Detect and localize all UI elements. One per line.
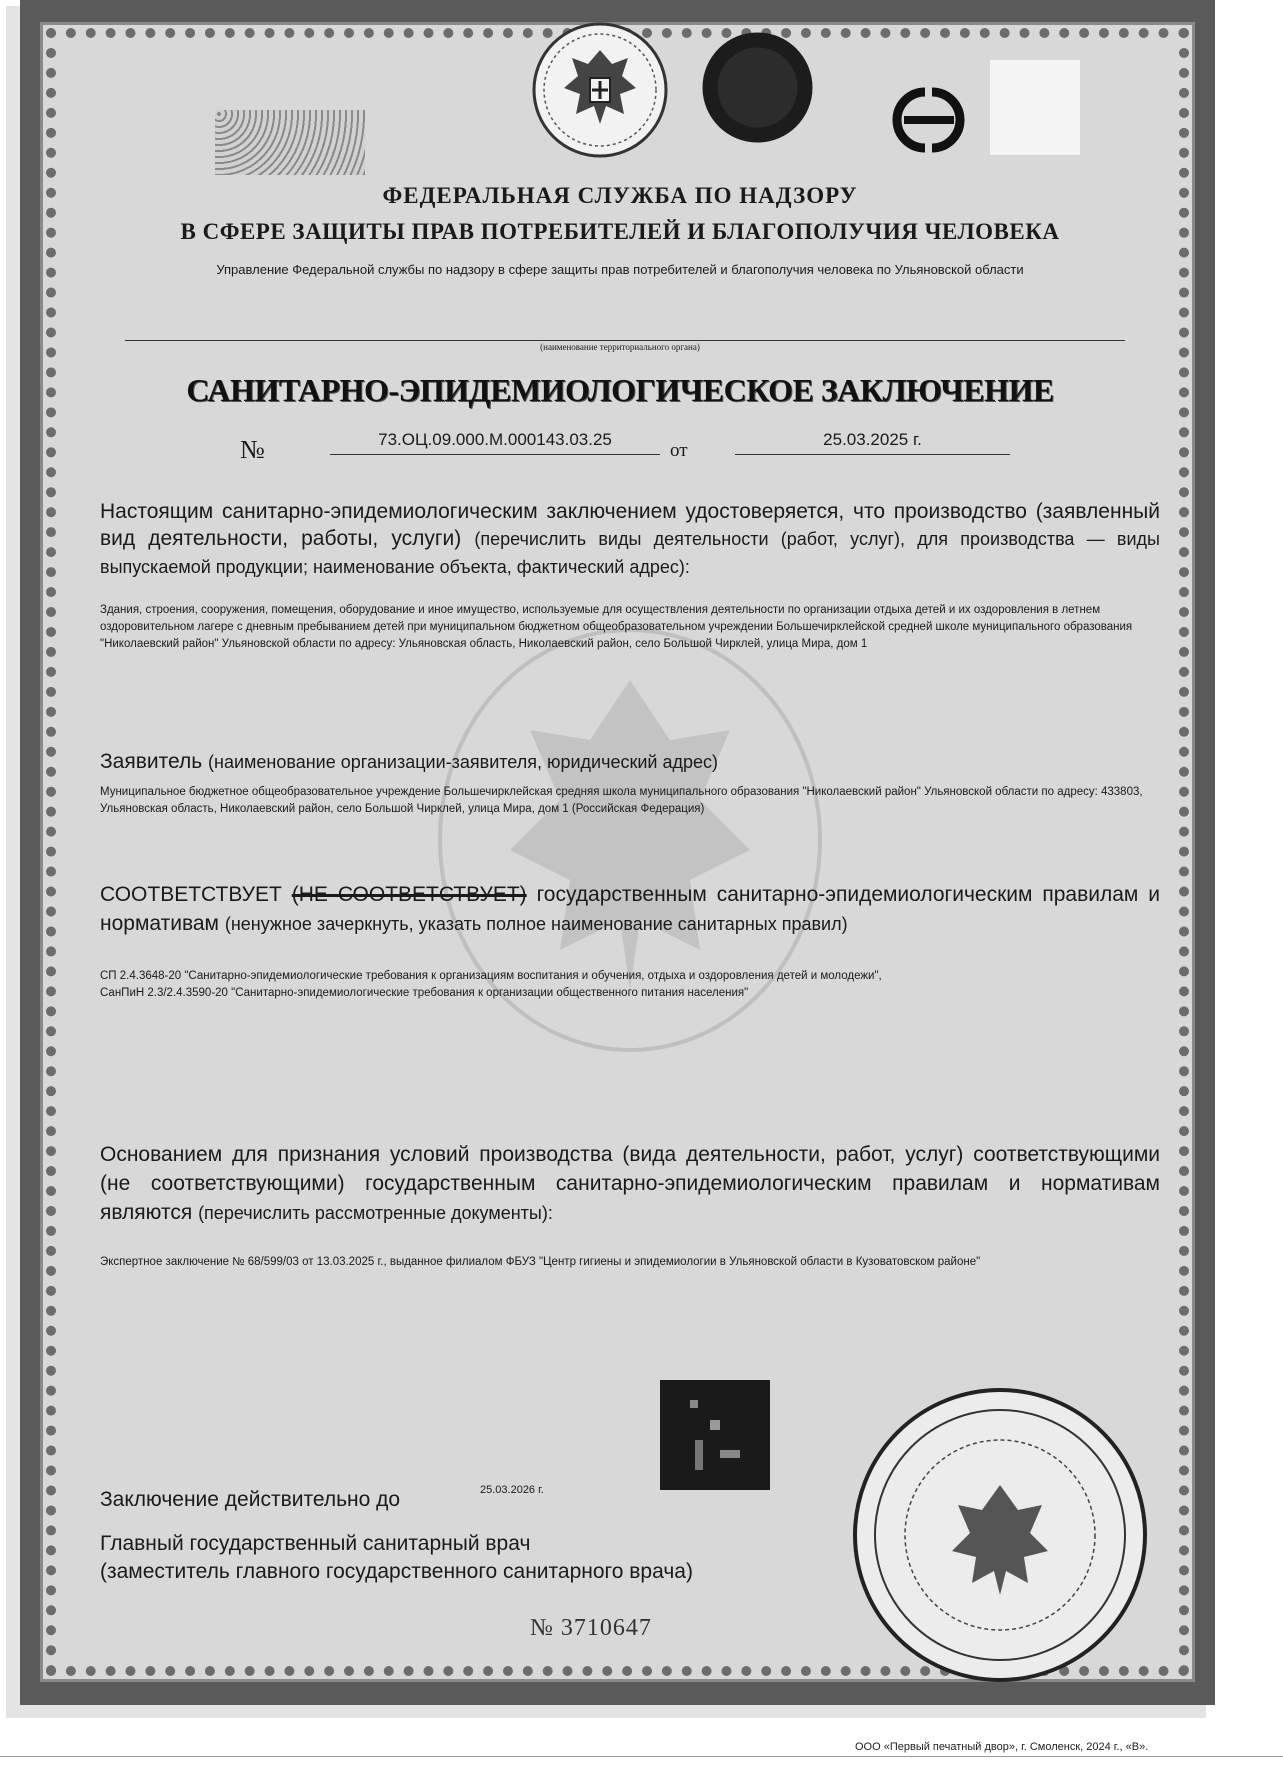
hologram-qr-sticker-icon [660, 1380, 770, 1490]
date-prefix: от [670, 440, 688, 461]
compliance-struck: (НЕ СООТВЕТСТВУЕТ) [291, 883, 527, 906]
se-logo-icon [870, 80, 990, 160]
compliance-rules [100, 968, 1160, 1002]
rule-sanpin: СанПиН 2.3/2.4.3590-20 "Санитарно-эпидемиологические требования к организации общественного питания населения" [100, 987, 749, 999]
printer-imprint: ООО «Первый печатный двор», г. Смоленск, 2024 г., «В». [855, 1741, 1149, 1753]
territorial-branch: Управление Федеральной службы по надзору в сфере защиты прав потребителей и благополучия человека по Ульяновской области [216, 262, 1024, 277]
valid-until-date: 25.03.2026 г. [480, 1484, 544, 1496]
compliance-block [100, 880, 1160, 939]
basis-heading: Основанием для признания условий производства (вида деятельности, работ, услуг) соответствующими (не соответствующими) государственным санитарно-эпидемиологическим правилам и нормативам являются [100, 1143, 1160, 1224]
bottom-divider [0, 1756, 1283, 1757]
compliance-word: СООТВЕТСТВУЕТ [100, 883, 282, 906]
document-date: 25.03.2025 г. [735, 430, 1010, 455]
certify-heading: Настоящим санитарно-эпидемиологическим заключением удостоверяется, что производство (заявленный вид деятельности, работы, услуги) [100, 500, 1160, 550]
territorial-caption: (наименование территориального органа) [540, 342, 700, 352]
agency-title-line1: ФЕДЕРАЛЬНАЯ СЛУЖБА ПО НАДЗОРУ [382, 183, 858, 208]
blank-patch [990, 60, 1080, 155]
applicant-value: Муниципальное бюджетное общеобразовательное учреждение Большечирклейская средняя школа муниципального образования "Николаевский район" Ульяновской области по адресу: 433803, Ульяновская область, Николаевский район, село Большой Чирклей, улица Мира, дом 1 (Российская Федерация) [100, 786, 1143, 815]
document-number: 73.ОЦ.09.000.М.000143.03.25 [330, 430, 660, 455]
compliance-rest: государственным санитарно-эпидемиологическим правилам и нормативам [100, 883, 1160, 935]
rule-sp: СП 2.4.3648-20 "Санитарно-эпидемиологические требования к организациям воспитания и обучения, отдыха и оздоровления детей и молодежи", [100, 970, 882, 982]
compliance-note: (ненужное зачеркнуть, указать полное наименование санитарных правил) [224, 914, 848, 934]
document-title: САНИТАРНО-ЭПИДЕМИОЛОГИЧЕСКОЕ ЗАКЛЮЧЕНИЕ [186, 372, 1054, 408]
basis-value: Экспертное заключение № 68/599/03 от 13.03.2025 г., выданное филиалом ФБУЗ "Центр гигиены и эпидемиологии в Ульяновской области в Кузоватовском районе" [100, 1256, 981, 1268]
agency-title-line2: В СФЕРЕ ЗАЩИТЫ ПРАВ ПОТРЕБИТЕЛЕЙ И БЛАГОПОЛУЧИЯ ЧЕЛОВЕКА [180, 219, 1060, 244]
applicant-heading-note: (наименование организации-заявителя, юридический адрес) [208, 752, 718, 772]
certify-heading-note: (перечислить виды деятельности (работ, услуг), для производства — виды выпускаемой продукции; наименование объекта, фактический адрес): [100, 529, 1160, 577]
certify-heading-block [100, 498, 1160, 581]
applicant-heading: Заявитель [100, 750, 203, 773]
official-round-stamp-icon [850, 1385, 1150, 1685]
chief-doctor-title: Главный государственный санитарный врач [100, 1532, 531, 1555]
certificate-content [60, 0, 1180, 1700]
certify-value: Здания, строения, сооружения, помещения, оборудование и иное имущество, используемые для осуществления деятельности по организации отдыха детей и их оздоровления в летнем оздоровительном лагере с дневным пребыванием детей при муниципальном бюджетном общеобразовательном учреждении Большечирклейской средней школе муниципального образования "Николаевский район" Ульяновской области по адресу: Ульяновская область, Николаевский район, село Большой Чирклей, улица Мира, дом 1 [100, 604, 1133, 650]
basis-heading-note: (перечислить рассмотренные документы): [198, 1203, 553, 1223]
valid-until-label: Заключение действительно до [100, 1488, 401, 1511]
hologram-seal-icon [700, 30, 815, 145]
deputy-chief-doctor-title: (заместитель главного государственного санитарного врача) [100, 1560, 693, 1583]
se-logo-text: СЭ [930, 124, 932, 125]
basis-heading-block [100, 1140, 1160, 1228]
security-dot-pattern [215, 110, 365, 175]
number-sign: № [240, 435, 265, 464]
applicant-heading-block [100, 748, 1160, 776]
state-emblem-icon [530, 20, 670, 160]
serial-number: № 3710647 [530, 1615, 652, 1641]
territorial-underline [125, 340, 1125, 341]
